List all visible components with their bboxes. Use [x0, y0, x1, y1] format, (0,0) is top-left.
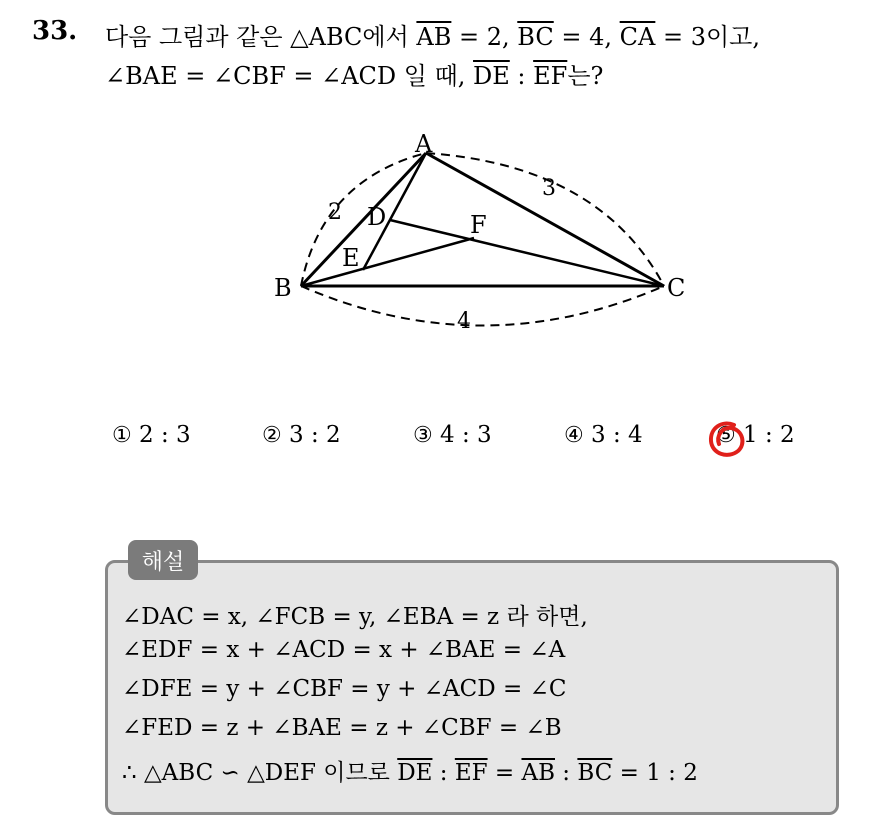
conclusion-result: = 1 : 2 [612, 760, 698, 786]
label-d: D [367, 203, 387, 231]
explanation-tab: 해설 [128, 540, 198, 580]
choice-2-text: 3 : 2 [289, 422, 341, 448]
choice-4-number: ④ [564, 423, 584, 448]
choice-1-number: ① [112, 423, 132, 448]
length-ca: 3 [542, 176, 556, 201]
question-number: 33. [32, 16, 78, 46]
choice-1-text: 2 : 3 [139, 422, 191, 448]
label-f: F [470, 211, 487, 239]
choice-3-text: 4 : 3 [440, 422, 492, 448]
choice-5-number: ⑤ [716, 423, 736, 448]
choice-4-text: 3 : 4 [591, 422, 643, 448]
triangle-figure [270, 125, 700, 340]
conclusion-sep-2: : [555, 760, 578, 786]
segment-bc: $\overline{BC}$ [517, 23, 554, 51]
conclusion-segment-ab: $\overline{AB}$ [521, 760, 555, 786]
segment-ca: $\overline{CA}$ [619, 23, 656, 51]
answer-circle-mark [704, 418, 750, 464]
conclusion-prefix: ∴ △ABC ∽ △DEF 이므로 [122, 760, 398, 786]
side-ab [301, 153, 426, 286]
conclusion-segment-de: $\overline{DE}$ [397, 760, 433, 786]
conclusion-equals: = [487, 760, 522, 786]
question-prefix: 다음 그림과 같은 △ABC에서 [105, 23, 417, 51]
explanation-line-4: ∠FED = z + ∠BAE = z + ∠CBF = ∠B [122, 715, 562, 741]
label-a: A [415, 130, 433, 158]
length-bc: 4 [457, 309, 471, 334]
choice-1[interactable] [112, 422, 191, 448]
choice-3-number: ③ [413, 423, 433, 448]
explanation-line-1: ∠DAC = x, ∠FCB = y, ∠EBA = z 라 하면, [122, 604, 588, 630]
label-e: E [342, 244, 360, 272]
explanation-line-3: ∠DFE = y + ∠CBF = y + ∠ACD = ∠C [122, 676, 567, 702]
arc-bc [301, 286, 664, 326]
question-line-1 [105, 17, 760, 52]
segment-de: $\overline{DE}$ [473, 62, 510, 90]
ab-value: = 2, [451, 23, 518, 51]
explanation-line-2: ∠EDF = x + ∠ACD = x + ∠BAE = ∠A [122, 637, 566, 663]
ca-value: = 3이고, [655, 23, 760, 51]
explanation-line-5 [122, 754, 698, 787]
segment-ef: $\overline{EF}$ [533, 62, 568, 90]
conclusion-segment-bc: $\overline{BC}$ [577, 760, 613, 786]
choice-3[interactable] [413, 422, 492, 448]
label-c: C [667, 274, 686, 302]
label-b: B [274, 274, 292, 302]
choice-5-text: 1 : 2 [743, 422, 795, 448]
line-bf [301, 238, 474, 286]
choice-2[interactable] [262, 422, 341, 448]
length-ab: 2 [328, 200, 342, 225]
conclusion-sep-1: : [432, 760, 455, 786]
ratio-separator: : [509, 62, 534, 90]
segment-ab: $\overline{AB}$ [416, 23, 452, 51]
angle-condition: ∠BAE = ∠CBF = ∠ACD 일 때, [105, 62, 474, 90]
choice-4[interactable] [564, 422, 643, 448]
answer-choices [0, 422, 884, 462]
side-ac [426, 153, 664, 286]
conclusion-segment-ef: $\overline{EF}$ [454, 760, 488, 786]
question-suffix: 는? [567, 62, 604, 90]
choice-2-number: ② [262, 423, 282, 448]
question-line-2 [105, 56, 603, 91]
bc-value: = 4, [553, 23, 620, 51]
